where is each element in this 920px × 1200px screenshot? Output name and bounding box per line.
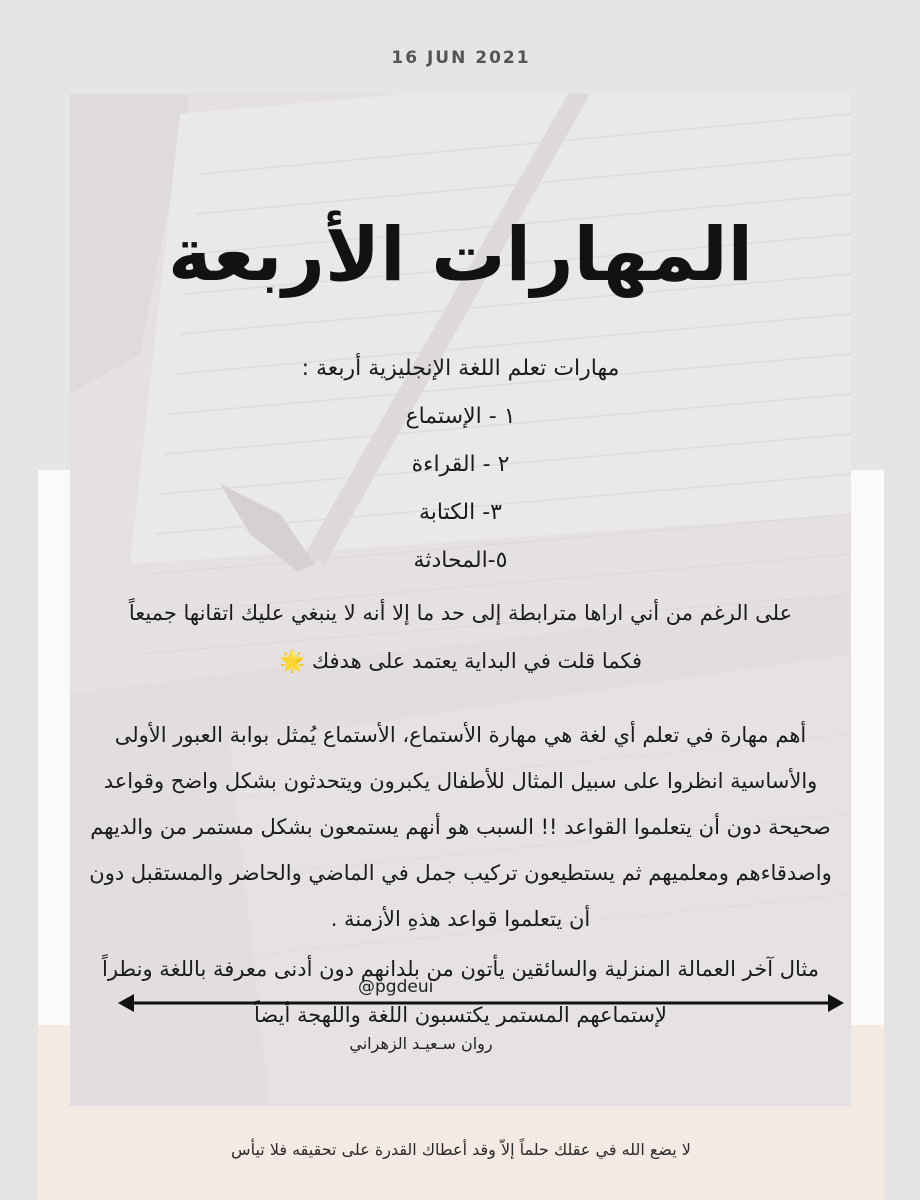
author-name: روان سـعيـد الزهراني (349, 1034, 493, 1053)
post-image-card (70, 94, 851, 1106)
star-icon: 🌟 (278, 649, 306, 673)
paragraph-listening: أهم مهارة في تعلم أي لغة هي مهارة الأستماع، الأستماع يُمثل بوابة العبور الأولى والأساسية انظروا على سبيل المثال للأطفال يكبرون ويتحدثون بشكل واضح وقواعد صحيحة دون أن يتعلموا القواعد !! السبب هو أنهم يستمعون بشكل مستمر من والديهم واصدقاءهم ومعلميهم ثم يستطيعون تركيب جمل في الماضي والحاضر والمستقبل دون أن يتعلموا قواعد هذهِ الأزمنة . (89, 723, 832, 931)
skill-item: ١ - الإستماع (405, 404, 516, 429)
note-line-2 (70, 649, 851, 674)
note-line-2-text: فكما قلت في البداية يعتمد على هدفك (311, 649, 643, 673)
post-title: المهارات الأربعة (168, 212, 753, 298)
skill-item: ٣- الكتابة (419, 500, 502, 525)
author-handle[interactable]: @pgdeui (358, 977, 434, 997)
post-page (38, 0, 884, 1200)
double-arrow-divider (116, 990, 846, 1016)
skill-item: ٢ - القراءة (411, 452, 510, 477)
note-line-1: على الرغم من أني اراها مترابطة إلى حد ما إلا أنه لا ينبغي عليك اتقانها جميعاً (128, 601, 793, 625)
intro-line: مهارات تعلم اللغة الإنجليزية أربعة : (301, 356, 620, 381)
post-date: 16 JUN 2021 (391, 48, 531, 68)
skill-item: ٥-المحادثة (413, 548, 508, 573)
paragraph-example: مثال آخر العمالة المنزلية والسائقين يأتون من بلدانهم دون أدنى معرفة باللغة ونطراً لإستماعهم المستمر يكتسبون اللغة واللهجة أيضاً (102, 957, 819, 1027)
motivational-quote: لا يضع الله في عقلك حلماً إلاّ وقد أعطاك القدرة على تحقيقه فلا تيأس (231, 1140, 691, 1159)
